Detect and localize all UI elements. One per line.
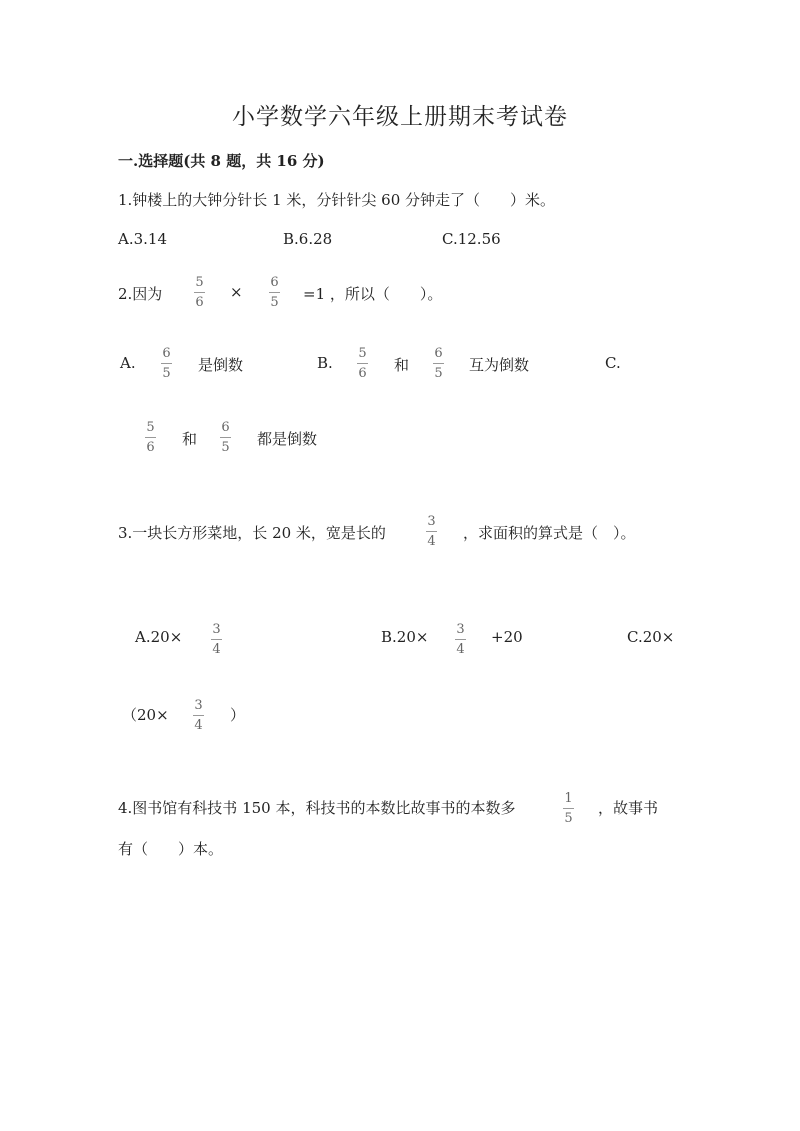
question-3-option-c-text: C.20× bbox=[627, 628, 675, 646]
fraction-numerator: 1 bbox=[564, 791, 573, 806]
fraction-denominator: 5 bbox=[564, 811, 573, 826]
fraction-numerator: 3 bbox=[212, 622, 221, 637]
fraction-bar bbox=[161, 363, 172, 364]
fraction-bar bbox=[455, 639, 466, 640]
question-3-option-a-text: A.20× bbox=[135, 628, 183, 646]
fraction-numerator: 3 bbox=[194, 698, 203, 713]
fraction-denominator: 5 bbox=[162, 366, 171, 381]
fraction-numerator: 3 bbox=[427, 514, 436, 529]
question-4-prefix: 4.图书馆有科技书 150 本，科技书的本数比故事书的本数多 bbox=[118, 799, 516, 817]
question-3-suffix: ，求面积的算式是（ ）。 bbox=[463, 524, 636, 542]
question-4-fraction bbox=[563, 791, 574, 826]
question-2-option-a-label: A. bbox=[120, 354, 136, 372]
question-3-option-b-fraction bbox=[455, 622, 466, 657]
question-1-option-c: C.12.56 bbox=[442, 230, 501, 248]
question-4-line-2: 有（ ）本。 bbox=[118, 840, 224, 858]
fraction-numerator: 6 bbox=[434, 346, 443, 361]
page-title: 小学数学六年级上册期末考试卷 bbox=[232, 104, 568, 130]
question-3-option-b-text: B.20× bbox=[381, 628, 429, 646]
fraction-denominator: 4 bbox=[212, 642, 221, 657]
question-4-suffix: ，故事书 bbox=[598, 799, 659, 817]
fraction-bar bbox=[193, 715, 204, 716]
question-1-option-b: B.6.28 bbox=[283, 230, 333, 248]
fraction-denominator: 4 bbox=[456, 642, 465, 657]
fraction-denominator: 6 bbox=[358, 366, 367, 381]
fraction-numerator: 6 bbox=[162, 346, 171, 361]
fraction-bar bbox=[194, 292, 205, 293]
question-3-option-c-continuation: （20× bbox=[122, 706, 169, 724]
fraction-denominator: 4 bbox=[194, 718, 203, 733]
question-1-text: 1.钟楼上的大钟分针长 1 米，分针针尖 60 分钟走了（ ）米。 bbox=[118, 191, 556, 209]
question-2-fraction-1 bbox=[194, 275, 205, 310]
question-2-option-b-fraction-1 bbox=[357, 346, 368, 381]
question-2-option-b-and: 和 bbox=[394, 356, 410, 374]
fraction-bar bbox=[269, 292, 280, 293]
fraction-denominator: 5 bbox=[270, 295, 279, 310]
fraction-denominator: 4 bbox=[427, 534, 436, 549]
fraction-bar bbox=[563, 808, 574, 809]
fraction-bar bbox=[433, 363, 444, 364]
fraction-numerator: 5 bbox=[358, 346, 367, 361]
fraction-denominator: 5 bbox=[221, 440, 230, 455]
question-1-option-a: A.3.14 bbox=[118, 230, 167, 248]
question-2-option-a-text: 是倒数 bbox=[198, 356, 244, 374]
question-2-option-b-text: 互为倒数 bbox=[469, 356, 530, 374]
question-2-option-c-text: 都是倒数 bbox=[257, 430, 318, 448]
question-2-option-c-and: 和 bbox=[182, 430, 198, 448]
fraction-denominator: 6 bbox=[146, 440, 155, 455]
fraction-denominator: 5 bbox=[434, 366, 443, 381]
fraction-bar bbox=[426, 531, 437, 532]
question-3-option-a-fraction bbox=[211, 622, 222, 657]
question-3-option-c-fraction bbox=[193, 698, 204, 733]
question-2-option-b-fraction-2 bbox=[433, 346, 444, 381]
question-2-fraction-2 bbox=[269, 275, 280, 310]
fraction-bar bbox=[145, 437, 156, 438]
question-2-suffix: =1 ，所以（ ）。 bbox=[303, 285, 443, 303]
question-3-fraction bbox=[426, 514, 437, 549]
question-2-option-c-label: C. bbox=[605, 354, 621, 372]
question-2-option-c-fraction-2 bbox=[220, 420, 231, 455]
fraction-numerator: 5 bbox=[195, 275, 204, 290]
fraction-numerator: 3 bbox=[456, 622, 465, 637]
question-2-option-c-fraction-1 bbox=[145, 420, 156, 455]
fraction-bar bbox=[211, 639, 222, 640]
question-3-option-b-suffix: +20 bbox=[491, 628, 523, 646]
question-2-option-a-fraction bbox=[161, 346, 172, 381]
fraction-numerator: 5 bbox=[146, 420, 155, 435]
section-heading: 一.选择题(共 8 题，共 16 分) bbox=[118, 152, 325, 170]
question-3-prefix: 3.一块长方形菜地，长 20 米，宽是长的 bbox=[118, 524, 386, 542]
fraction-numerator: 6 bbox=[270, 275, 279, 290]
fraction-numerator: 6 bbox=[221, 420, 230, 435]
fraction-bar bbox=[220, 437, 231, 438]
question-3-option-c-close: ） bbox=[230, 706, 246, 724]
question-2-option-b-label: B. bbox=[317, 354, 333, 372]
question-2-times-sign: × bbox=[230, 283, 243, 301]
question-2-prefix: 2.因为 bbox=[118, 285, 163, 303]
fraction-bar bbox=[357, 363, 368, 364]
fraction-denominator: 6 bbox=[195, 295, 204, 310]
